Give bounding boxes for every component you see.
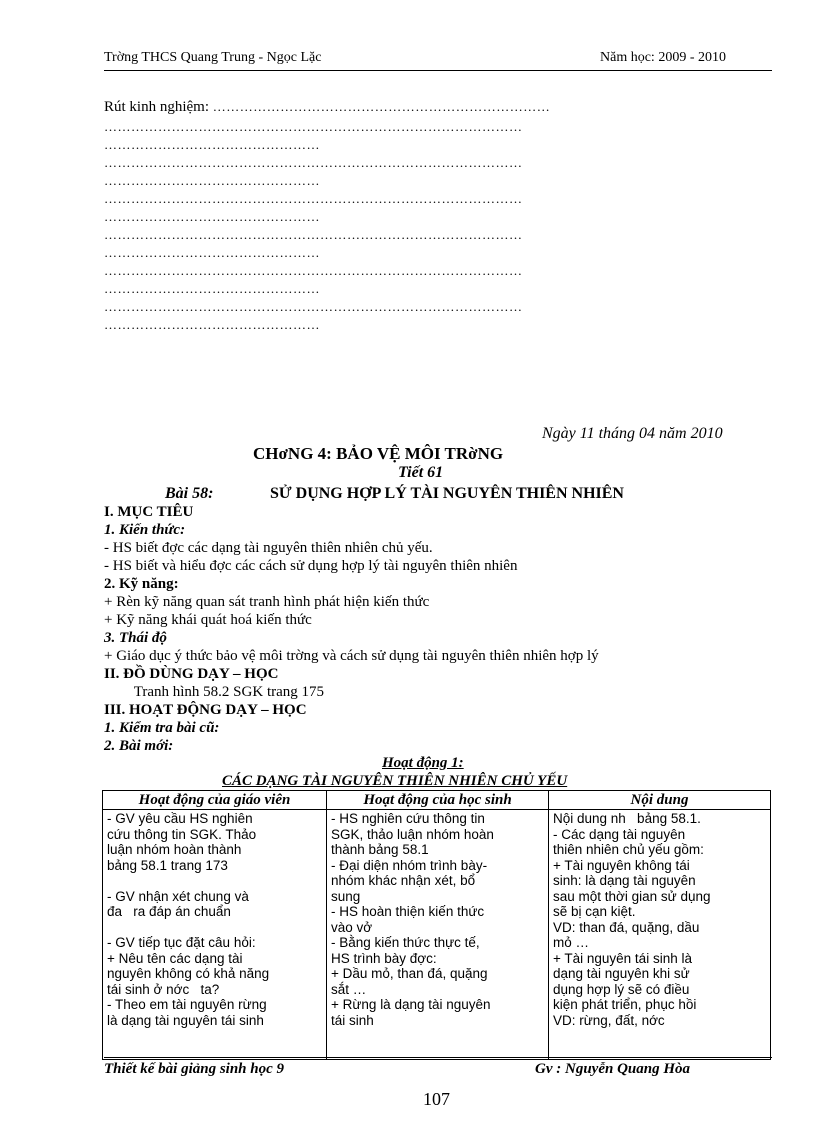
body-line: + Rèn kỹ năng quan sát tranh hình phát hiện kiến thức	[104, 594, 430, 610]
cell-line: VD: rừng, đất, nớc	[553, 1012, 665, 1028]
cell-line: + Tài nguyên không tái	[553, 857, 690, 873]
chapter-title: CHơNG 4: BẢO VỆ MÔI TRờNG	[253, 444, 504, 463]
lesson-title: SỬ DỤNG HỢP LÝ TÀI NGUYÊN THIÊN NHIÊN	[270, 485, 624, 502]
cell-line: - HS hoàn thiện kiến thức	[331, 904, 485, 919]
dotted-line: …………………………………………	[104, 282, 320, 296]
student-cell	[327, 810, 549, 1060]
cell-line: nguyên không có khả năng	[107, 966, 270, 981]
cell-line: + Nêu tên các dạng tài	[107, 950, 243, 966]
lesson-date: Ngày 11 tháng 04 năm 2010	[542, 425, 723, 442]
subsection-attitude: 3. Thái độ	[104, 630, 167, 646]
section-materials: II. ĐỒ DÙNG DẠY – HỌC	[104, 666, 279, 682]
rkn-line	[104, 98, 550, 116]
table-header-row	[103, 791, 771, 810]
cell-line: tái sinh ở nớc ta?	[107, 981, 220, 997]
table-row	[103, 810, 771, 1060]
activity-table	[102, 790, 771, 1060]
cell-line: - Bằng kiến thức thực tế,	[331, 935, 480, 950]
dotted-line: …………………………………………………………………………………	[104, 264, 523, 278]
cell-line: tái sinh	[331, 1012, 374, 1028]
section-activities: III. HOẠT ĐỘNG DẠY – HỌC	[104, 702, 307, 718]
header-teacher: Hoạt động của giáo viên	[103, 791, 327, 810]
rkn-label: Rút kinh nghiệm:	[104, 99, 209, 115]
dotted-line: …………………………………………………………………………………	[104, 228, 523, 242]
cell-line: Nội dung nh bảng 58.1.	[553, 811, 701, 826]
cell-line: sẽ bị cạn kiệt.	[553, 904, 636, 919]
cell-line: dạng tài nguyên khi sử	[553, 966, 690, 981]
cell-line: + Tài nguyên tái sinh là	[553, 950, 692, 966]
cell-line: - Theo em tài nguyên rừng	[107, 997, 267, 1012]
cell-line: là dạng tài nguyên tái sinh	[107, 1012, 264, 1028]
lesson-number: Bài 58:	[165, 485, 214, 502]
cell-line: cứu thông tin SGK. Thảo	[107, 826, 257, 842]
dotted-line: …………………………………………	[104, 318, 320, 332]
dotted-line: …………………………………………	[104, 174, 320, 188]
cell-line: kiện phát triển, phục hồi	[553, 997, 697, 1012]
cell-line: - Các dạng tài nguyên	[553, 826, 686, 842]
cell-line: bảng 58.1 trang 173	[107, 857, 228, 873]
dotted-line: …………………………………………………………………………………	[104, 156, 523, 170]
page-number: 107	[423, 1089, 450, 1109]
rkn-dots: …………………………………………………………………	[212, 99, 551, 114]
header-year: Năm học: 2009 - 2010	[600, 50, 726, 65]
subsection-new-lesson: 2. Bài mới:	[104, 738, 174, 754]
cell-spacer	[107, 920, 322, 936]
cell-line: luận nhóm hoàn thành	[107, 842, 242, 857]
cell-line: sắt …	[331, 981, 367, 997]
cell-spacer	[107, 873, 322, 889]
cell-line: - GV tiếp tục đặt câu hỏi:	[107, 935, 256, 950]
body-line: - HS biết đợc các dạng tài nguyên thiên nhiên chủ yếu.	[104, 540, 433, 556]
cell-line: sinh: là dạng tài nguyên	[553, 873, 696, 888]
cell-line: thành bảng 58.1	[331, 842, 429, 857]
body-line: Tranh hình 58.2 SGK trang 175	[104, 684, 325, 700]
footer-rule	[104, 1057, 772, 1058]
cell-line: dụng hợp lý sẽ có điều	[553, 981, 690, 997]
header-school: Trờng THCS Quang Trung - Ngọc Lặc	[104, 50, 322, 65]
cell-line: - GV yêu cầu HS nghiên	[107, 811, 253, 826]
period-title: Tiết 61	[398, 464, 444, 481]
dotted-line: …………………………………………	[104, 210, 320, 224]
teacher-cell	[103, 810, 327, 1060]
footer-left: Thiết kế bài giảng sinh học 9	[104, 1061, 285, 1077]
cell-line: + Rừng là dạng tài nguyên	[331, 997, 491, 1012]
dotted-line: …………………………………………………………………………………	[104, 192, 523, 206]
cell-line: vào vở	[331, 919, 373, 935]
header-content: Nội dung	[549, 791, 771, 810]
cell-line: - HS nghiên cứu thông tin	[331, 811, 485, 826]
dotted-line: …………………………………………………………………………………	[104, 120, 523, 134]
cell-line: thiên nhiên chủ yếu gồm:	[553, 842, 704, 857]
cell-line: - GV nhận xét chung và	[107, 888, 249, 904]
cell-line: SGK, thảo luận nhóm hoàn	[331, 826, 494, 842]
cell-line: nhóm khác nhận xét, bổ	[331, 873, 476, 888]
activity-subtitle: CÁC DẠNG TÀI NGUYÊN THIÊN NHIÊN CHỦ YẾU	[222, 773, 568, 789]
dotted-line: …………………………………………	[104, 138, 320, 152]
header-rule	[104, 70, 772, 71]
footer-right: Gv : Nguyễn Quang Hòa	[535, 1061, 691, 1077]
cell-line: VD: than đá, quặng, dầu	[553, 919, 700, 935]
body-line: + Kỹ năng khái quát hoá kiến thức	[104, 612, 312, 628]
cell-line: HS trình bày đợc:	[331, 950, 437, 966]
cell-line: sau một thời gian sử dụng	[553, 888, 711, 904]
body-line: + Giáo dục ý thức bảo vệ môi trờng và cách sử dụng tài nguyên thiên nhiên hợp lý	[104, 648, 599, 664]
body-line: - HS biết và hiểu đợc các cách sử dụng hợp lý tài nguyên thiên nhiên	[104, 558, 518, 574]
dotted-line: …………………………………………	[104, 246, 320, 260]
cell-line: + Dầu mỏ, than đá, quặng	[331, 966, 488, 981]
section-objectives: I. MỤC TIÊU	[104, 504, 194, 520]
content-cell	[549, 810, 771, 1060]
subsection-knowledge: 1. Kiến thức:	[104, 522, 186, 538]
subsection-skills: 2. Kỹ năng:	[104, 576, 179, 592]
subsection-review: 1. Kiểm tra bài cũ:	[104, 720, 220, 736]
cell-line: đa ra đáp án chuẩn	[107, 904, 231, 919]
header-student: Hoạt động của học sinh	[327, 791, 549, 810]
dotted-line: …………………………………………………………………………………	[104, 300, 523, 314]
cell-line: - Đại diện nhóm trình bày-	[331, 857, 488, 873]
cell-line: sung	[331, 888, 361, 904]
activity-title: Hoạt động 1:	[382, 755, 464, 771]
cell-line: mỏ …	[553, 935, 590, 950]
